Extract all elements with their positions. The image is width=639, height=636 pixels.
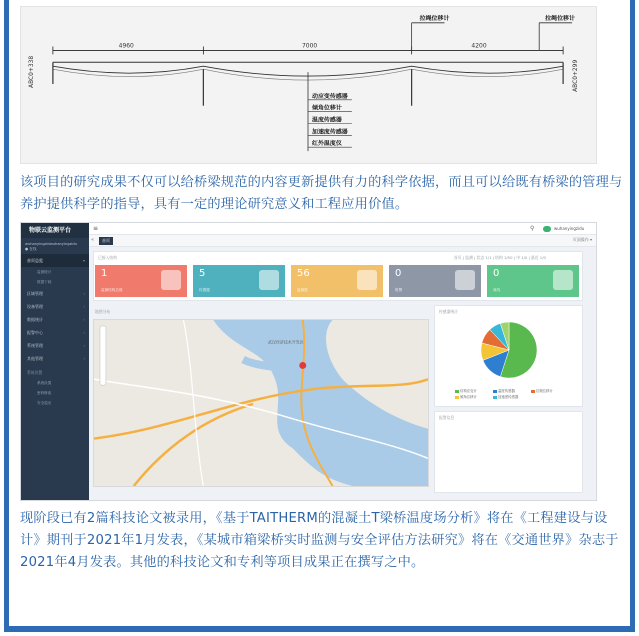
stat-card-alarms[interactable]: [389, 265, 481, 297]
user-name: wuhanyingzidwuhanyingzidu: [25, 242, 77, 246]
dashboard-sidebar: [21, 223, 89, 501]
dashboard-tabbar: [89, 235, 597, 247]
tab-prev-icon[interactable]: «: [91, 237, 95, 243]
pie-legend-4: 倾角位移计: [455, 394, 477, 399]
dashboard-topbar: [89, 223, 597, 235]
sidebar-sub-stats[interactable]: 监测统计: [37, 270, 52, 274]
sidebar-item-overview[interactable]: 首页总览 ▾: [21, 254, 89, 267]
stat-card-sensors[interactable]: [193, 265, 285, 297]
paragraph-publications: 现阶段已有2篇科技论文被录用，《基于TAITHERM的混凝土T梁桥温度场分析》将在《工程建设与设计》期刊于2021年1月发表，《某城市箱梁桥实时监测与安全评估方法研究》将在《交通世界》杂志于2021年4月发表。其他的科技论文和专利等项目成果正在撰写之中。: [20, 511, 619, 570]
dim-right: 4200: [471, 42, 487, 50]
map-title: 地图分布: [95, 309, 111, 314]
user-info: [21, 238, 89, 254]
pie-legend-5: 加速度传感器: [493, 394, 518, 399]
sensor-label-3: 温度传感器: [311, 116, 342, 124]
card-icon: [357, 270, 377, 290]
stat-card-value: 0: [493, 268, 500, 279]
frame-bottom-border: [4, 626, 635, 632]
sidebar-bottom-2[interactable]: 密码修改: [37, 391, 52, 395]
stat-card-value: 5: [199, 268, 206, 279]
sidebar-item-other[interactable]: 其他管理 ‹: [27, 356, 85, 361]
search-icon[interactable]: ⚲: [530, 225, 535, 232]
overview-links: 首页 | 监测 | 状态 1/1 | 结构 1/50 | 中 1/0 | 最近 1/0: [454, 255, 546, 260]
stat-card-value: 0: [395, 268, 402, 279]
app-title: 物联云监测平台: [21, 223, 89, 238]
overview-title: 已接入结构: [98, 255, 117, 260]
alarm-message-panel: [434, 411, 583, 493]
stat-card-value: 56: [297, 268, 310, 279]
sidebar-item-system[interactable]: 系统管理 ‹: [27, 343, 85, 348]
person-icon: [161, 270, 181, 290]
side-label-left: ABC0+338: [27, 55, 35, 88]
sidebar-item-alarm[interactable]: 报警中心 ‹: [27, 330, 85, 335]
tab-home[interactable]: 首页: [99, 237, 113, 245]
gauge-label-left: 拉绳位移计: [419, 14, 450, 22]
sidebar-item-area[interactable]: 区域管理 ‹: [27, 291, 85, 296]
pie-title: 传感器统计: [439, 309, 458, 314]
hamburger-icon[interactable]: ≡: [93, 225, 99, 232]
bridge-sensor-diagram: [20, 6, 597, 164]
sensor-label-2: 倾角位移计: [311, 104, 342, 112]
drive-icon: [259, 270, 279, 290]
side-label-right: ABC0+299: [572, 59, 580, 92]
sidebar-item-data[interactable]: 数据统计 ‹: [27, 317, 85, 322]
gavel-icon: [455, 270, 475, 290]
paragraph-research-value: 该项目的研究成果不仅可以给桥梁规范的内容更新提供有力的科学依据，而且可以给既有桥梁的管理与养护提供科学的指导，具有一定的理论研究意义和工程应用价值。: [20, 175, 623, 212]
gauge-label-right: 拉绳位移计: [545, 14, 576, 22]
stat-card-value: 1: [101, 268, 108, 279]
pie-legend-1: 结构应变计: [455, 388, 477, 393]
stat-card-label: 监测数: [297, 288, 308, 292]
sensor-label-5: 红外温度仪: [311, 140, 342, 148]
sidebar-section-title: 系统设置: [27, 370, 43, 375]
cloud-icon: [543, 226, 551, 232]
dim-mid: 7000: [302, 42, 318, 50]
dim-left: 4960: [118, 42, 134, 50]
sidebar-sub-download[interactable]: 数据下载: [37, 280, 52, 284]
sensor-label-4: 加速度传感器: [311, 128, 348, 136]
stat-card-offline[interactable]: [487, 265, 579, 297]
svg-text:武汉经济技术开发区: 武汉经济技术开发区: [267, 339, 304, 345]
stat-card-label: 离线: [493, 288, 501, 292]
sidebar-bottom-3[interactable]: 安全退出: [37, 401, 52, 405]
topbar-user-name[interactable]: wuhanyingzidu: [554, 226, 585, 231]
truck-icon: [553, 270, 573, 290]
location-map[interactable]: [93, 319, 429, 487]
sensor-label-1: 动应变传感器: [311, 92, 348, 100]
monitoring-dashboard-screenshot: [20, 222, 597, 501]
user-status: ● 在线: [25, 247, 37, 251]
sidebar-bottom-1[interactable]: 系统设置: [37, 381, 52, 385]
tab-actions[interactable]: 页面操作 ▾: [572, 237, 592, 242]
pie-legend-3: 拉绳位移计: [531, 388, 553, 393]
stat-card-label: 传感器: [199, 288, 210, 292]
stat-card-points[interactable]: [291, 265, 383, 297]
sensor-pie-panel: [434, 305, 583, 407]
stat-card-label: 报警: [395, 288, 403, 292]
stat-card-label: 监测结构总数: [101, 288, 123, 292]
sensor-callouts: [308, 92, 352, 147]
sidebar-item-device[interactable]: 设备管理 ‹: [27, 304, 85, 309]
stat-card-structures[interactable]: [95, 265, 187, 297]
pie-legend-2: 温度传感器: [493, 388, 515, 393]
msg-title: 报警信息: [439, 415, 455, 420]
